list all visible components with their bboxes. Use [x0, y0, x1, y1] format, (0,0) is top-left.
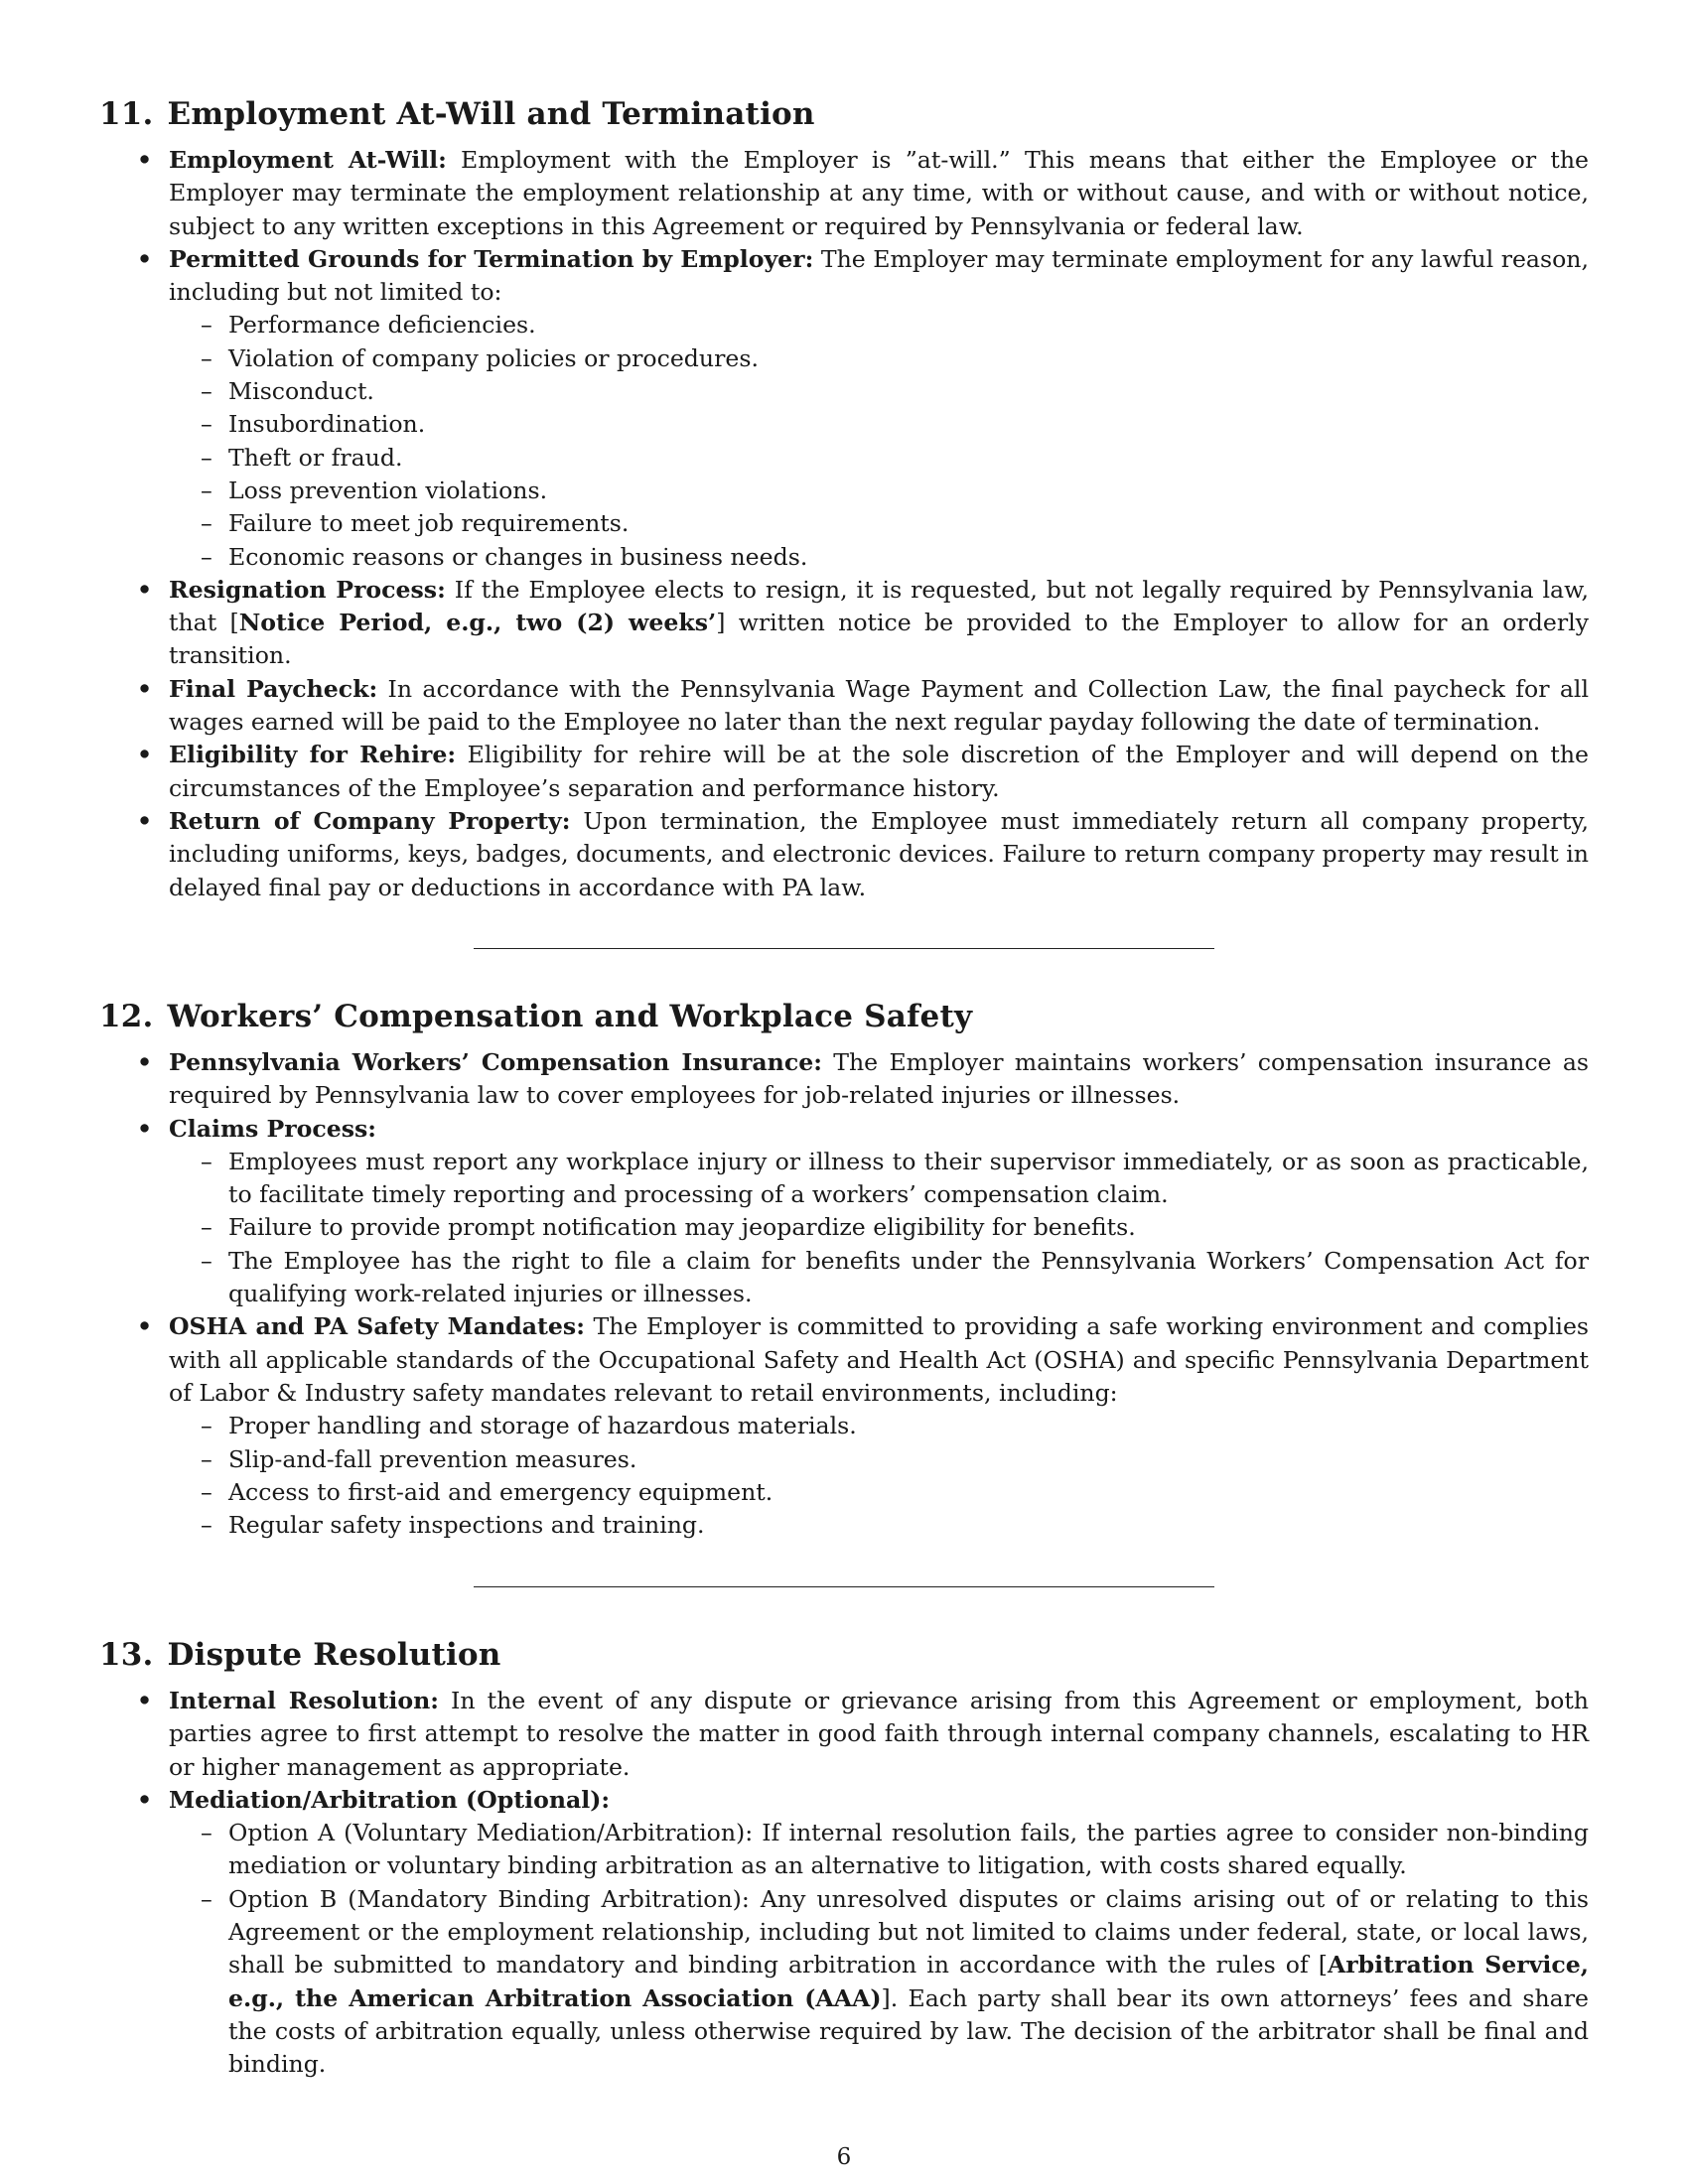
dash-icon: – — [201, 1213, 212, 1242]
item-lead: Permitted Grounds for Termination by Employer: — [169, 244, 814, 273]
dash-icon: – — [201, 476, 212, 504]
bullet-icon: • — [137, 1048, 153, 1076]
mediation-sublist — [169, 1817, 1589, 2081]
list-item-insurance — [99, 1046, 1589, 1113]
dash-icon: – — [201, 1444, 212, 1473]
section-title: Workers’ Compensation and Workplace Safety — [167, 999, 973, 1034]
section-11 — [99, 94, 1589, 904]
sub-item: – Violation of company policies or procedures. — [169, 342, 1589, 375]
section-number: 11. — [99, 96, 154, 132]
bullet-icon: • — [137, 741, 153, 769]
list-item-grounds — [99, 243, 1589, 574]
dash-icon: – — [201, 343, 212, 372]
list-item-company-property — [99, 805, 1589, 904]
section-13 — [99, 1635, 1589, 2082]
sub-item: – Economic reasons or changes in business needs. — [169, 541, 1589, 574]
section-divider — [474, 948, 1214, 949]
list-item-final-paycheck — [99, 673, 1589, 740]
sub-item: – Access to first-aid and emergency equipment. — [169, 1476, 1589, 1509]
section-13-list — [99, 1685, 1589, 2082]
section-12 — [99, 997, 1589, 1542]
list-item-at-will — [99, 144, 1589, 243]
section-11-list — [99, 144, 1589, 904]
section-heading — [99, 997, 1589, 1036]
dash-icon: – — [201, 410, 212, 439]
item-text: The Employer may terminate employment for any lawful reason, including but not limited to: — [169, 244, 1590, 307]
item-lead: Employment At-Will: — [169, 146, 447, 174]
dash-icon: – — [201, 1246, 212, 1275]
dash-icon: – — [201, 1477, 212, 1506]
list-item-osha — [99, 1310, 1589, 1542]
bullet-icon: • — [137, 1312, 153, 1341]
item-text: Upon termination, the Employee must immediately return all company property, including uniforms, keys, badges, documents, and electronic devices. Failure to return company property may result in delayed final pay or deductions in accordance with PA law. — [169, 806, 1589, 901]
item-lead: Claims Process: — [169, 1114, 377, 1143]
sub-item: – Performance deficiencies. — [169, 309, 1589, 341]
page-number: 6 — [836, 2144, 852, 2170]
sub-item: – Loss prevention violations. — [169, 475, 1589, 507]
list-item-resignation — [99, 574, 1589, 673]
bullet-icon: • — [137, 575, 153, 604]
grounds-sublist — [169, 309, 1589, 573]
section-number: 13. — [99, 1637, 154, 1673]
dash-icon: – — [201, 377, 212, 406]
osha-sublist — [169, 1410, 1589, 1542]
sub-item: – Employees must report any workplace injury or illness to their supervisor immediately, or as soon as practicable, to facilitate timely reporting and processing of a workers’ compensation claim. — [201, 1147, 1589, 1209]
item-text: If the Employee elects to resign, it is requested, but not legally required by Pennsylvania law, that [ — [169, 575, 1589, 637]
item-lead: OSHA and PA Safety Mandates: — [169, 1312, 585, 1341]
section-title: Employment At-Will and Termination — [167, 96, 815, 132]
item-lead: Resignation Process: — [169, 575, 446, 604]
sub-item: – Option A (Voluntary Mediation/Arbitration): If internal resolution fails, the parties agree to consider non-binding mediation or voluntary binding arbitration as an alternative to litigation, with costs shared equally. — [201, 1819, 1589, 1880]
list-item-internal-resolution — [99, 1685, 1589, 1784]
bullet-icon: • — [137, 146, 153, 174]
item-lead: Return of Company Property: — [169, 806, 571, 835]
bullet-icon: • — [137, 1114, 153, 1143]
list-item-rehire — [99, 739, 1589, 805]
section-heading — [99, 1635, 1589, 1675]
sub-item: – Slip-and-fall prevention measures. — [169, 1443, 1589, 1476]
bullet-icon: • — [137, 806, 153, 835]
section-heading — [99, 94, 1589, 134]
section-number: 12. — [99, 999, 154, 1034]
section-title: Dispute Resolution — [167, 1637, 501, 1673]
dash-icon: – — [201, 443, 212, 472]
dash-icon: – — [201, 1819, 212, 1847]
list-item-mediation — [99, 1784, 1589, 2082]
bullet-icon: • — [137, 244, 153, 273]
sub-item: – Failure to provide prompt notification may jeopardize eligibility for benefits. — [169, 1211, 1589, 1244]
bullet-icon: • — [137, 674, 153, 703]
sub-item: – The Employee has the right to file a claim for benefits under the Pennsylvania Workers’ Compensation Act for qualifying work-related injuries or illnesses. — [201, 1246, 1589, 1308]
dash-icon: – — [201, 1147, 212, 1175]
sub-item: – Regular safety inspections and training. — [169, 1509, 1589, 1542]
dash-icon: – — [201, 1884, 212, 1913]
item-lead: Eligibility for Rehire: — [169, 741, 457, 769]
item-text: The Employer is committed to providing a safe working environment and complies with all applicable standards of the Occupational Safety and Health Act (OSHA) and specific Pennsylvania Department of Labor & Industry safety mandates relevant to retail environments, including: — [169, 1312, 1590, 1407]
item-lead: Final Paycheck: — [169, 674, 378, 703]
placeholder-text: Arbitration Service, e.g., the American Arbitration Association (AAA) — [228, 1951, 1589, 2012]
item-lead: Internal Resolution: — [169, 1687, 439, 1714]
item-lead: Mediation/Arbitration (Optional): — [169, 1785, 611, 1814]
item-text: In the event of any dispute or grievance arising from this Agreement or employment, both parties agree to first attempt to resolve the matter in good faith through internal company channels, escalating to HR or higher management as appropriate. — [169, 1687, 1589, 1781]
dash-icon: – — [201, 1412, 212, 1440]
placeholder-text: Notice Period, e.g., two (2) weeks’ — [238, 609, 717, 637]
sub-item: – Option B (Mandatory Binding Arbitration): Any unresolved disputes or claims arising out of or relating to this Agreement or the employment relationship, including but not limited to claims under federal, state, or local laws, shall be submitted to mandatory and binding arbitration in accordance with the rules of [Arbitration Service, e.g., the American Arbitration Association (AAA)]. Each party shall bear its own attorneys’ fees and share the costs of arbitration equally, unless otherwise required by law. The decision of the arbitrator shall be final and binding. — [201, 1884, 1589, 2079]
dash-icon: – — [201, 311, 212, 340]
item-text: In accordance with the Pennsylvania Wage Payment and Collection Law, the final paycheck for all wages earned will be paid to the Employee no later than the next regular payday following the date of termination. — [169, 674, 1589, 737]
bullet-icon: • — [137, 1785, 153, 1814]
dash-icon: – — [201, 1511, 212, 1540]
item-lead: Pennsylvania Workers’ Compensation Insurance: — [169, 1048, 822, 1076]
sub-item: – Proper handling and storage of hazardous materials. — [169, 1410, 1589, 1442]
sub-item: – Insubordination. — [169, 408, 1589, 441]
item-text: Employment with the Employer is ”at-will.” This means that either the Employee or the Employer may terminate the employment relationship at any time, with or without cause, and with or without notice, subject to any written exceptions in this Agreement or required by Pennsylvania or federal law. — [169, 146, 1589, 240]
section-12-list — [99, 1046, 1589, 1542]
dash-icon: – — [201, 542, 212, 571]
sub-item: – Misconduct. — [169, 375, 1589, 408]
dash-icon: – — [201, 509, 212, 538]
item-text: Eligibility for rehire will be at the sole discretion of the Employer and will depend on the circumstances of the Employee’s separation and performance history. — [169, 741, 1590, 802]
claims-sublist — [169, 1146, 1589, 1310]
list-item-claims — [99, 1113, 1589, 1311]
item-text: ] written notice be provided to the Employer to allow for an orderly transition. — [169, 609, 1589, 670]
section-divider — [474, 1586, 1214, 1587]
sub-item: – Failure to meet job requirements. — [169, 507, 1589, 540]
bullet-icon: • — [137, 1687, 153, 1714]
sub-item: – Theft or fraud. — [169, 442, 1589, 475]
item-text: The Employer maintains workers’ compensation insurance as required by Pennsylvania law to cover employees for job-related injuries or illnesses. — [169, 1048, 1590, 1110]
